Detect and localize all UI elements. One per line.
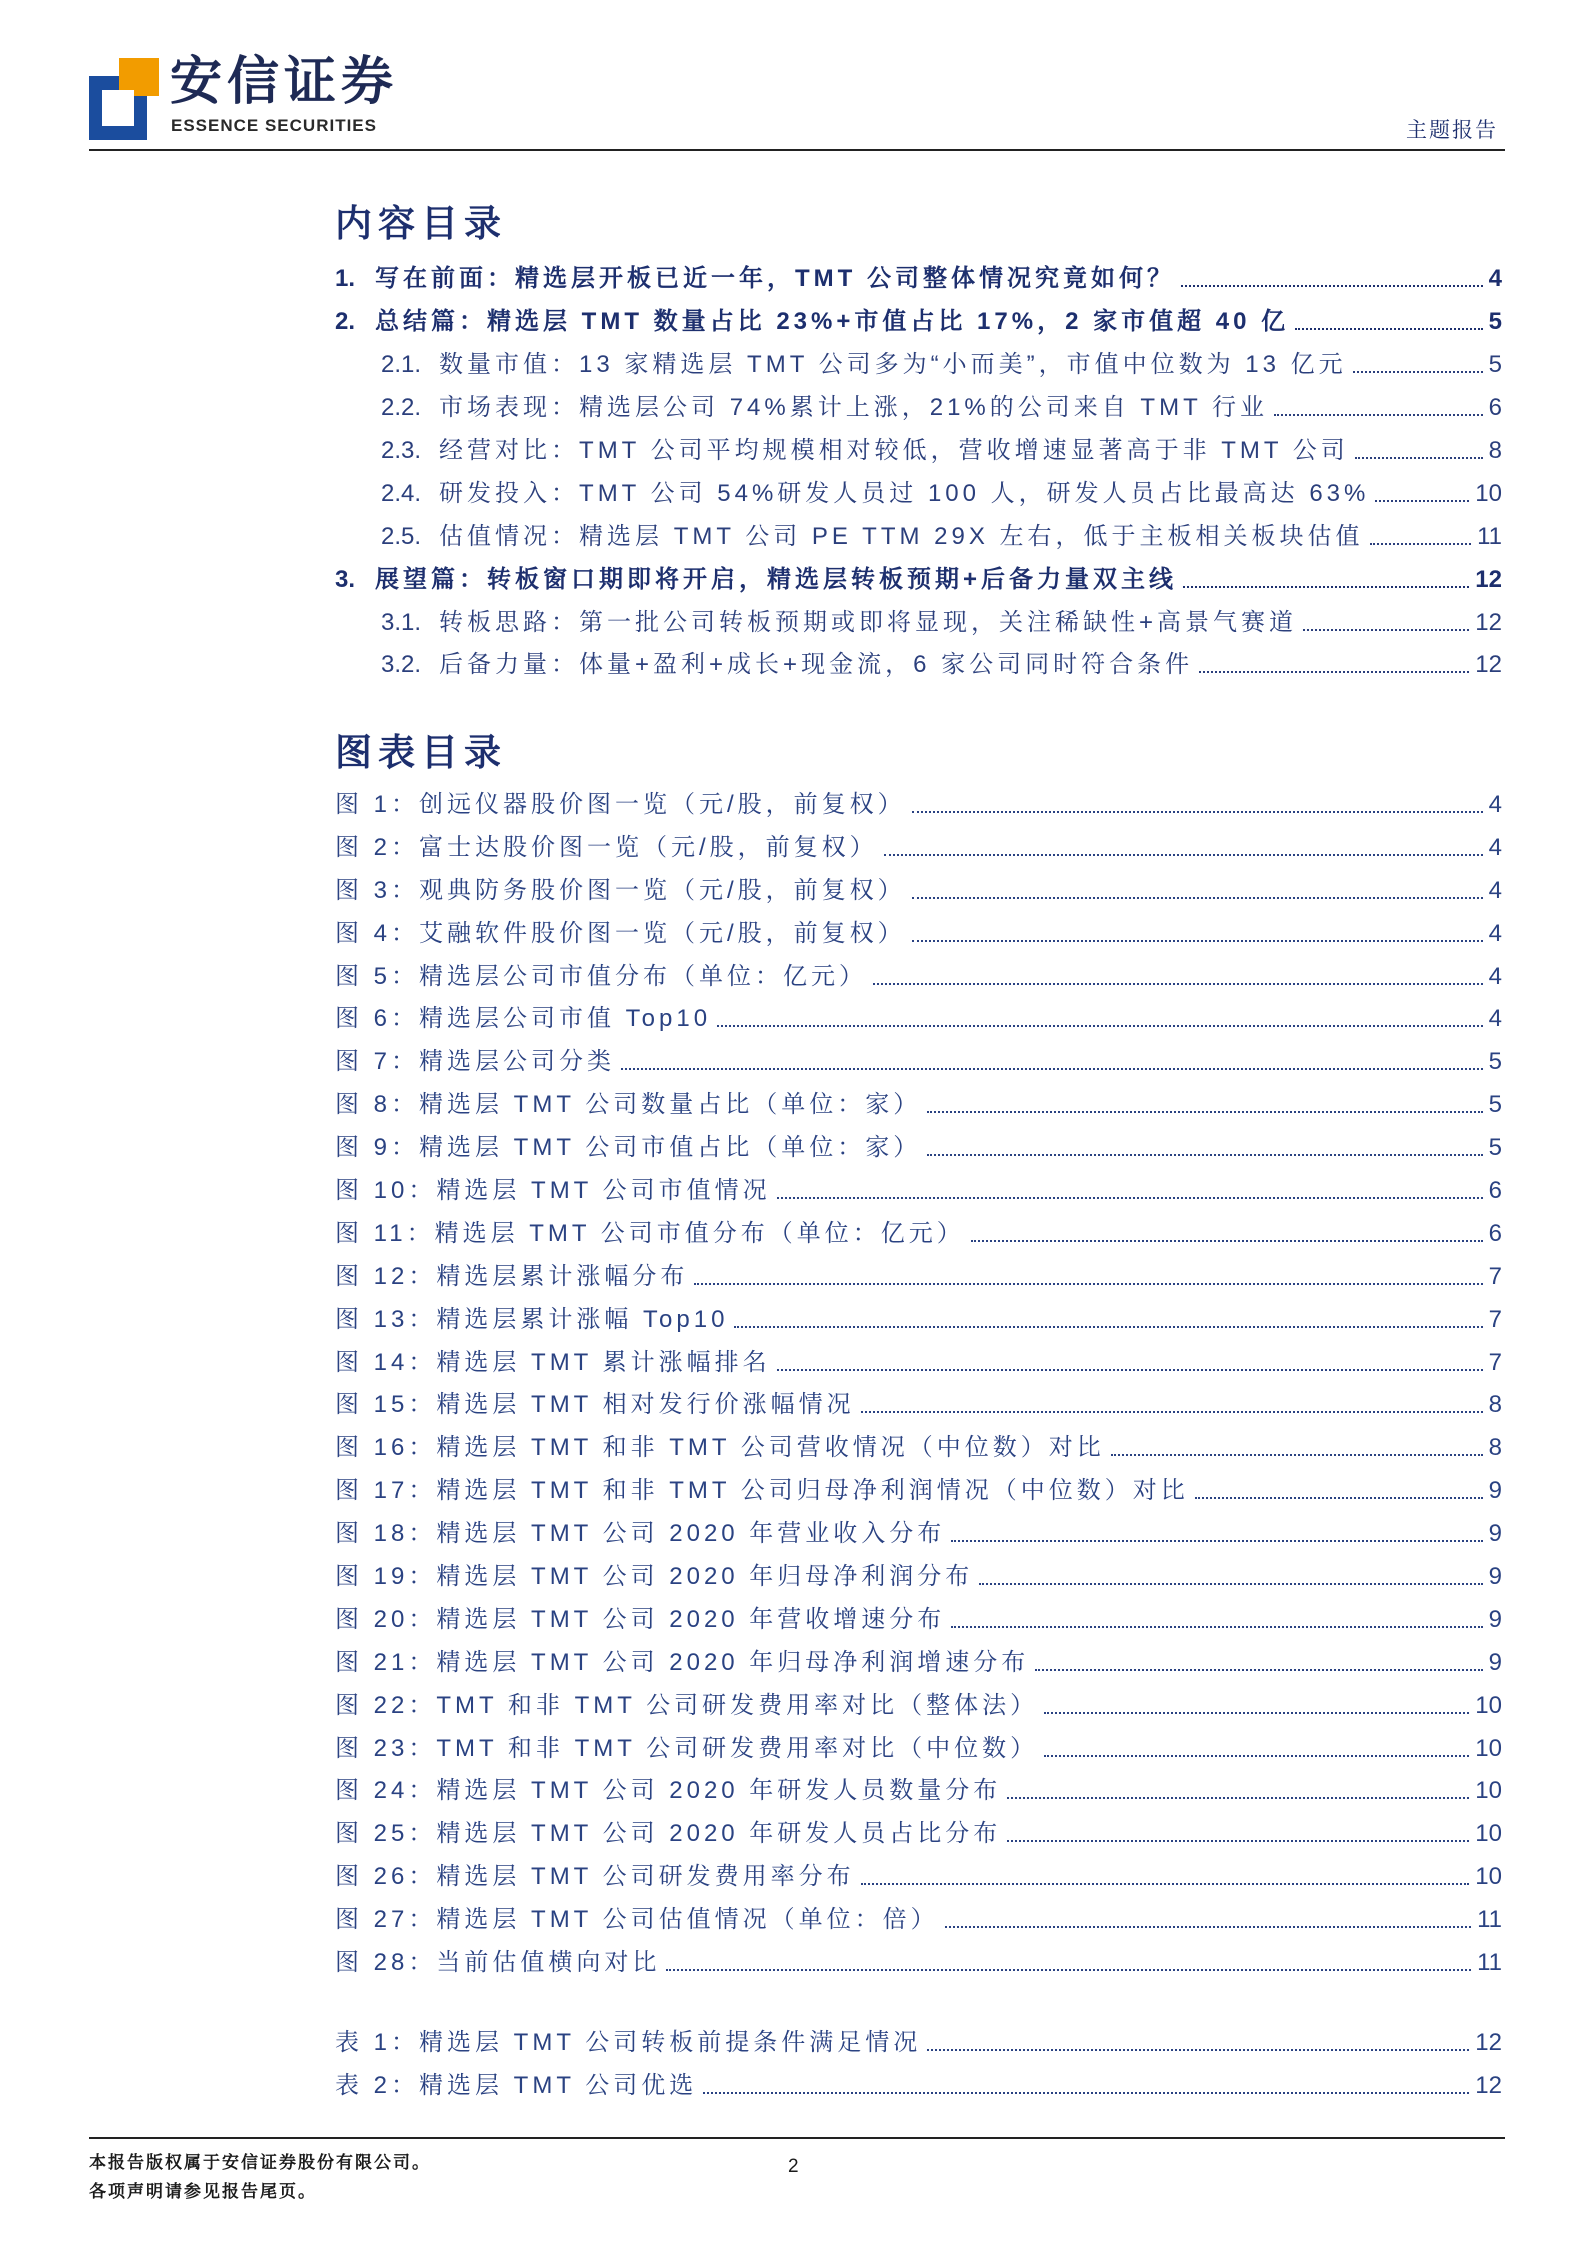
- dot-leader: [945, 1926, 1472, 1928]
- page-number: 2: [788, 2156, 799, 2177]
- toc-entry[interactable]: [335, 301, 1502, 344]
- toc-entry-page: 6: [1488, 394, 1502, 422]
- dot-leader: [1181, 285, 1483, 287]
- figure-entry-page: 10: [1475, 1820, 1502, 1848]
- figure-entry-page: 4: [1488, 962, 1502, 990]
- dot-leader: [873, 983, 1483, 985]
- figure-entry[interactable]: [335, 1727, 1502, 1770]
- figure-entry-title: 图 7：精选层公司分类: [335, 1048, 616, 1076]
- toc-entry-number: 3.2.: [381, 651, 422, 679]
- figure-entry-title: 图 18：精选层 TMT 公司 2020 年营业收入分布: [335, 1520, 946, 1548]
- dot-leader: [927, 1111, 1482, 1113]
- table-entry-title: 表 1：精选层 TMT 公司转板前提条件满足情况: [335, 2028, 922, 2056]
- figure-entry-page: 8: [1488, 1434, 1502, 1462]
- figure-entry-page: 7: [1488, 1305, 1502, 1333]
- figure-entry[interactable]: [335, 1127, 1502, 1170]
- dot-leader: [951, 1540, 1482, 1542]
- dot-leader: [912, 811, 1483, 813]
- table-list: [335, 2022, 1502, 2108]
- footer-disclaimer: 各项声明请参见报告尾页。: [89, 2182, 317, 2201]
- dot-leader: [1370, 543, 1472, 545]
- figure-entry[interactable]: [335, 1170, 1502, 1213]
- figure-entry-page: 9: [1488, 1520, 1502, 1548]
- figure-entry-page: 10: [1475, 1691, 1502, 1719]
- figure-entry-page: 6: [1488, 1219, 1502, 1247]
- table-entry[interactable]: [335, 2022, 1502, 2065]
- figure-entry[interactable]: [335, 912, 1502, 955]
- toc-subentry[interactable]: [335, 472, 1502, 515]
- dot-leader: [1035, 1669, 1482, 1671]
- dot-leader: [884, 854, 1483, 856]
- dot-leader: [1007, 1840, 1469, 1842]
- figure-entry-title: 图 10：精选层 TMT 公司市值情况: [335, 1176, 771, 1204]
- dot-leader: [1195, 1497, 1483, 1499]
- toc-heading: 内容目录: [335, 201, 507, 245]
- figure-entry[interactable]: [335, 1770, 1502, 1813]
- toc-subentry[interactable]: [335, 387, 1502, 430]
- dot-leader: [861, 1411, 1483, 1413]
- figure-entry-title: 图 5：精选层公司市值分布（单位：亿元）: [335, 962, 868, 990]
- dot-leader: [1375, 500, 1469, 502]
- figure-entry-title: 图 2：富士达股价图一览（元/股，前复权）: [335, 833, 878, 861]
- figure-entry-title: 图 8：精选层 TMT 公司数量占比（单位：家）: [335, 1091, 922, 1119]
- figure-entry-title: 图 4：艾融软件股价图一览（元/股，前复权）: [335, 919, 906, 947]
- figure-entry-title: 图 23：TMT 和非 TMT 公司研发费用率对比（中位数）: [335, 1734, 1039, 1762]
- toc-entry-number: 1.: [335, 265, 356, 293]
- toc-entry[interactable]: [335, 558, 1502, 601]
- figure-entry-title: 图 27：精选层 TMT 公司估值情况（单位：倍）: [335, 1906, 939, 1934]
- dot-leader: [1183, 586, 1469, 588]
- figure-entry-page: 11: [1477, 1948, 1502, 1976]
- figure-entry-title: 图 12：精选层累计涨幅分布: [335, 1262, 689, 1290]
- toc-entry-number: 2.4.: [381, 479, 422, 507]
- figure-entry-title: 图 9：精选层 TMT 公司市值占比（单位：家）: [335, 1134, 922, 1162]
- figure-entry-page: 7: [1488, 1348, 1502, 1376]
- toc-entry-page: 5: [1488, 351, 1502, 379]
- toc-entry-title: 转板思路：第一批公司转板预期或即将显现，关注稀缺性+高景气赛道: [439, 608, 1298, 636]
- figure-entry-title: 图 26：精选层 TMT 公司研发费用率分布: [335, 1863, 855, 1891]
- figure-entry[interactable]: [335, 1470, 1502, 1513]
- logo-wordmark-en: ESSENCE SECURITIES: [171, 116, 377, 135]
- toc-entry-number: 3.1.: [381, 608, 422, 636]
- figure-entry-title: 图 3：观典防务股价图一览（元/股，前复权）: [335, 876, 906, 904]
- table-entry-page: 12: [1475, 2028, 1502, 2056]
- toc-subentry[interactable]: [335, 515, 1502, 558]
- dot-leader: [1044, 1755, 1469, 1757]
- report-type-label: 主题报告: [1406, 119, 1498, 142]
- figures-heading: 图表目录: [335, 730, 507, 774]
- toc-entry-number: 2.1.: [381, 351, 422, 379]
- figure-entry-title: 图 6：精选层公司市值 Top10: [335, 1005, 712, 1033]
- table-entry-page: 12: [1475, 2071, 1502, 2099]
- figure-entry-title: 图 22：TMT 和非 TMT 公司研发费用率对比（整体法）: [335, 1691, 1039, 1719]
- dot-leader: [717, 1025, 1483, 1027]
- figure-entry-page: 10: [1475, 1734, 1502, 1762]
- figure-entry[interactable]: [335, 826, 1502, 869]
- figure-entry-title: 图 20：精选层 TMT 公司 2020 年营收增速分布: [335, 1605, 946, 1633]
- figure-entry-page: 6: [1488, 1176, 1502, 1204]
- figure-entry[interactable]: [335, 998, 1502, 1041]
- toc-entry-page: 12: [1475, 651, 1502, 679]
- toc-entry[interactable]: [335, 258, 1502, 301]
- dot-leader: [694, 1283, 1482, 1285]
- figure-entry-title: 图 17：精选层 TMT 和非 TMT 公司归母净利润情况（中位数）对比: [335, 1477, 1189, 1505]
- figure-entry-title: 图 25：精选层 TMT 公司 2020 年研发人员占比分布: [335, 1820, 1002, 1848]
- figure-entry[interactable]: [335, 1942, 1502, 1985]
- dot-leader: [1355, 457, 1483, 459]
- figure-entry[interactable]: [335, 1899, 1502, 1942]
- figure-entry-title: 图 13：精选层累计涨幅 Top10: [335, 1305, 729, 1333]
- figure-entry-title: 图 24：精选层 TMT 公司 2020 年研发人员数量分布: [335, 1777, 1002, 1805]
- toc-entry-title: 后备力量：体量+盈利+成长+现金流，6 家公司同时符合条件: [439, 651, 1194, 679]
- dot-leader: [1274, 414, 1483, 416]
- toc-entry-number: 2.3.: [381, 437, 422, 464]
- figure-entry[interactable]: [335, 1384, 1502, 1427]
- toc-list: [335, 258, 1502, 687]
- dot-leader: [1111, 1454, 1483, 1456]
- figure-entry-page: 5: [1488, 1091, 1502, 1119]
- toc-subentry[interactable]: [335, 430, 1502, 473]
- figure-entry-page: 9: [1488, 1477, 1502, 1505]
- figure-entry[interactable]: [335, 1856, 1502, 1899]
- figure-entry[interactable]: [335, 1556, 1502, 1599]
- dot-leader: [971, 1240, 1483, 1242]
- company-logo-icon: [89, 58, 159, 140]
- figure-entry-page: 5: [1488, 1134, 1502, 1162]
- figure-entry-title: 图 15：精选层 TMT 相对发行价涨幅情况: [335, 1391, 855, 1419]
- toc-entry-title: 展望篇：转板窗口期即将开启，精选层转板预期+后备力量双主线: [375, 565, 1178, 593]
- dot-leader: [861, 1883, 1470, 1885]
- toc-entry-page: 8: [1488, 437, 1502, 464]
- figure-entry-page: 9: [1488, 1562, 1502, 1590]
- figure-entry[interactable]: [335, 1641, 1502, 1684]
- toc-entry-title: 市场表现：精选层公司 74%累计上涨，21%的公司来自 TMT 行业: [439, 394, 1268, 422]
- figure-entry[interactable]: [335, 1255, 1502, 1298]
- figure-entry-page: 10: [1475, 1863, 1502, 1891]
- toc-entry-page: 12: [1475, 608, 1502, 636]
- toc-subentry[interactable]: [335, 644, 1502, 687]
- figure-entry-page: 10: [1475, 1777, 1502, 1805]
- figure-entry[interactable]: [335, 955, 1502, 998]
- dot-leader: [621, 1068, 1483, 1070]
- toc-entry-number: 2.: [335, 308, 356, 336]
- toc-entry-page: 4: [1488, 265, 1502, 293]
- dot-leader: [927, 1154, 1482, 1156]
- header-divider: [89, 149, 1505, 151]
- dot-leader: [1044, 1712, 1469, 1714]
- dot-leader: [912, 897, 1483, 899]
- figure-entry[interactable]: [335, 1598, 1502, 1641]
- figure-entry[interactable]: [335, 1041, 1502, 1084]
- figure-list: [335, 784, 1502, 1985]
- dot-leader: [1295, 328, 1483, 330]
- figure-entry-page: 9: [1488, 1648, 1502, 1676]
- figure-entry[interactable]: [335, 1813, 1502, 1856]
- figure-entry-page: 7: [1488, 1262, 1502, 1290]
- dot-leader: [927, 2049, 1469, 2051]
- dot-leader: [1199, 671, 1469, 673]
- toc-entry-title: 总结篇：精选层 TMT 数量占比 23%+市值占比 17%，2 家市值超 40 亿: [375, 308, 1290, 336]
- dot-leader: [979, 1583, 1482, 1585]
- figure-entry-page: 11: [1477, 1906, 1502, 1934]
- toc-entry-title: 经营对比：TMT 公司平均规模相对较低，营收增速显著高于非 TMT 公司: [439, 437, 1349, 464]
- figure-entry-title: 图 28：当前估值横向对比: [335, 1948, 661, 1976]
- toc-entry-title: 研发投入：TMT 公司 54%研发人员过 100 人，研发人员占比最高达 63%: [439, 479, 1370, 507]
- figure-entry-page: 8: [1488, 1391, 1502, 1419]
- figure-entry-page: 4: [1488, 1005, 1502, 1033]
- dot-leader: [1303, 629, 1469, 631]
- dot-leader: [912, 940, 1483, 942]
- figure-entry-title: 图 21：精选层 TMT 公司 2020 年归母净利润增速分布: [335, 1648, 1030, 1676]
- toc-entry-number: 2.2.: [381, 394, 422, 422]
- toc-entry-title: 数量市值：13 家精选层 TMT 公司多为“小而美”，市值中位数为 13 亿元: [439, 351, 1347, 379]
- figure-entry[interactable]: [335, 1513, 1502, 1556]
- figure-entry-page: 5: [1488, 1048, 1502, 1076]
- toc-entry-title: 写在前面：精选层开板已近一年，TMT 公司整体情况究竟如何？: [375, 265, 1175, 293]
- figure-entry[interactable]: [335, 1684, 1502, 1727]
- figure-entry-title: 图 19：精选层 TMT 公司 2020 年归母净利润分布: [335, 1562, 974, 1590]
- table-entry[interactable]: [335, 2064, 1502, 2107]
- toc-entry-number: 3.: [335, 565, 356, 593]
- toc-entry-page: 12: [1475, 565, 1502, 593]
- figure-entry-title: 图 14：精选层 TMT 累计涨幅排名: [335, 1348, 771, 1376]
- figure-entry-page: 4: [1488, 876, 1502, 904]
- toc-entry-page: 10: [1475, 479, 1502, 507]
- logo-wordmark-cn: 安信证券: [170, 53, 399, 111]
- dot-leader: [666, 1969, 1471, 1971]
- figure-entry[interactable]: [335, 1341, 1502, 1384]
- figure-entry-page: 4: [1488, 833, 1502, 861]
- dot-leader: [951, 1626, 1482, 1628]
- footer-divider: [89, 2137, 1505, 2139]
- dot-leader: [777, 1369, 1483, 1371]
- toc-subentry[interactable]: [335, 344, 1502, 387]
- dot-leader: [1353, 371, 1483, 373]
- toc-entry-page: 5: [1488, 308, 1502, 336]
- figure-entry-title: 图 16：精选层 TMT 和非 TMT 公司营收情况（中位数）对比: [335, 1434, 1105, 1462]
- toc-entry-page: 11: [1477, 522, 1502, 550]
- figure-entry-title: 图 1：创远仪器股价图一览（元/股，前复权）: [335, 790, 906, 818]
- figure-entry-title: 图 11：精选层 TMT 公司市值分布（单位：亿元）: [335, 1219, 965, 1247]
- figure-entry[interactable]: [335, 1084, 1502, 1127]
- dot-leader: [1007, 1797, 1469, 1799]
- table-entry-title: 表 2：精选层 TMT 公司优选: [335, 2071, 698, 2099]
- figure-entry-page: 9: [1488, 1605, 1502, 1633]
- figure-entry[interactable]: [335, 784, 1502, 827]
- figure-entry-page: 4: [1488, 790, 1502, 818]
- dot-leader: [703, 2092, 1469, 2094]
- figure-entry[interactable]: [335, 1212, 1502, 1255]
- toc-subentry[interactable]: [335, 601, 1502, 644]
- figure-entry[interactable]: [335, 869, 1502, 912]
- figure-entry-page: 4: [1488, 919, 1502, 947]
- dot-leader: [734, 1326, 1482, 1328]
- toc-entry-number: 2.5.: [381, 522, 422, 550]
- figure-entry[interactable]: [335, 1427, 1502, 1470]
- toc-entry-title: 估值情况：精选层 TMT 公司 PE TTM 29X 左右，低于主板相关板块估值: [439, 522, 1364, 550]
- footer-copyright: 本报告版权属于安信证券股份有限公司。: [89, 2153, 431, 2172]
- dot-leader: [777, 1197, 1483, 1199]
- figure-entry[interactable]: [335, 1298, 1502, 1341]
